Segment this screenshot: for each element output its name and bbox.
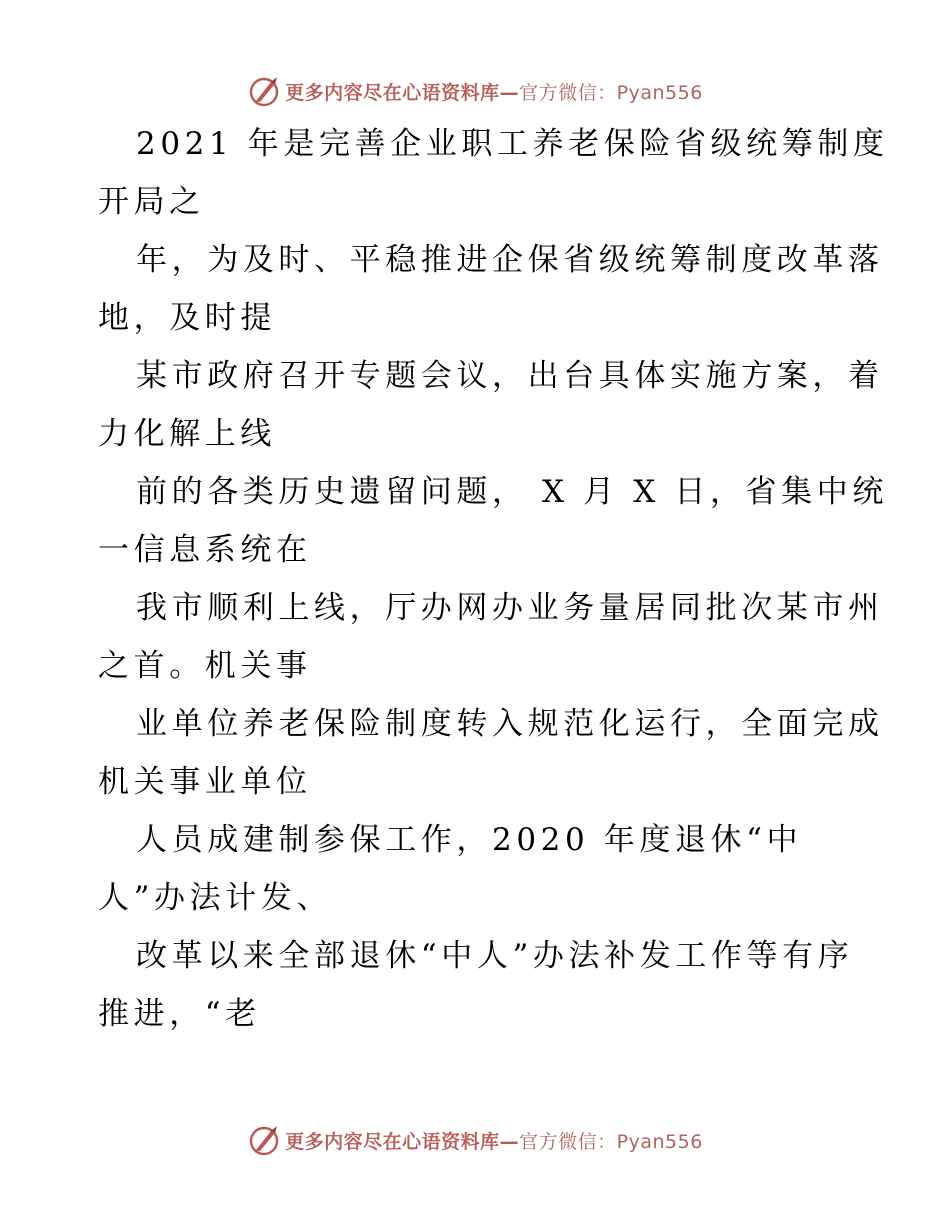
- text-line: 机关事业单位: [98, 764, 312, 800]
- text-line: 推进，“老: [98, 996, 261, 1032]
- header-banner-wechat: 官方微信：Pyan556: [519, 81, 703, 104]
- text-line: 年，为及时、平稳推进企保省级统筹制度改革落: [136, 242, 884, 278]
- text-line: 开局之: [98, 184, 205, 220]
- text-line: 某市政府召开专题会议，出台具体实施方案，着: [136, 358, 884, 394]
- footer-banner-main: 更多内容尽在心语资料库—: [285, 1130, 520, 1153]
- text-line: 我市顺利上线，厅办网办业务量居同批次某市州: [136, 590, 884, 626]
- text-line: 人员成建制参保工作，2020 年度退休“中: [136, 822, 803, 858]
- document-body: [98, 124, 889, 1052]
- text-line: 一信息系统在: [98, 532, 312, 568]
- header-banner-text: [285, 78, 703, 105]
- text-line: 业单位养老保险制度转入规范化运行，全面完成: [136, 706, 884, 742]
- footer-banner: [0, 1120, 950, 1160]
- quill-pen-logo-icon: [247, 74, 281, 108]
- text-line: 改革以来全部退休“中人”办法补发工作等有序: [136, 938, 854, 974]
- text-line: 力化解上线: [98, 416, 276, 452]
- footer-banner-text: [285, 1127, 703, 1154]
- text-line: 地，及时提: [98, 300, 276, 336]
- text-line: 前的各类历史遗留问题， X 月 X 日，省集中统: [136, 474, 888, 510]
- quill-pen-logo-icon: [247, 1123, 281, 1157]
- text-line: 人”办法计发、: [98, 880, 333, 916]
- text-line: 2021 年是完善企业职工养老保险省级统筹制度: [136, 126, 889, 162]
- footer-banner-wechat: 官方微信：Pyan556: [519, 1130, 703, 1153]
- header-banner: [0, 71, 950, 111]
- header-banner-main: 更多内容尽在心语资料库—: [285, 81, 520, 104]
- text-line: 之首。机关事: [98, 648, 312, 684]
